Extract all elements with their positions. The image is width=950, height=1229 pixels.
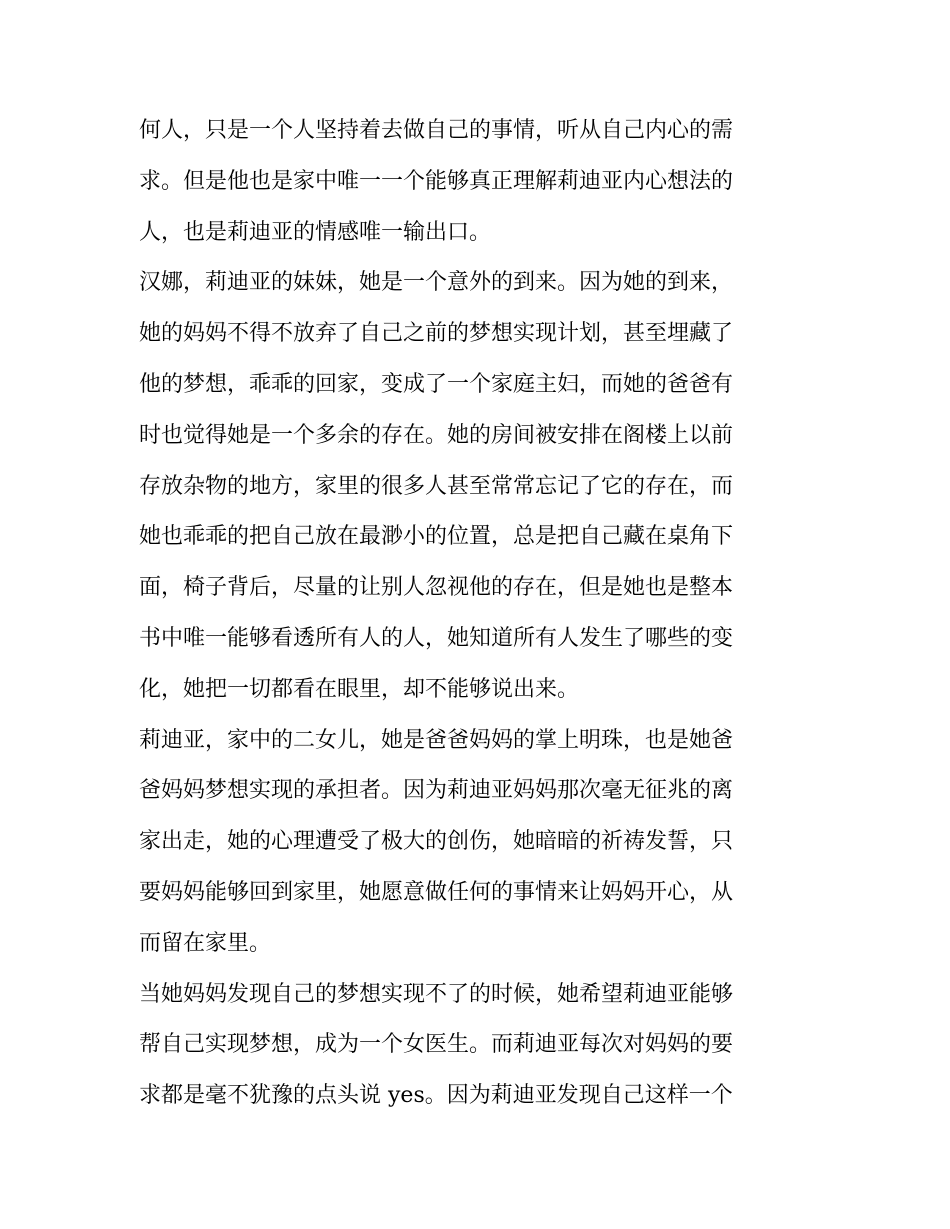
text-line: 莉迪亚，家中的二女儿，她是爸爸妈妈的掌上明珠，也是她爸 <box>139 727 734 753</box>
body-text <box>139 106 829 1122</box>
text-line: 要妈妈能够回到家里，她愿意做任何的事情来让妈妈开心，从 <box>139 879 734 905</box>
text-line: 她的妈妈不得不放弃了自己之前的梦想实现计划，甚至埋藏了 <box>139 321 734 347</box>
text-line: 当她妈妈发现自己的梦想实现不了的时候，她希望莉迪亚能够 <box>139 981 734 1007</box>
text-line: 存放杂物的地方，家里的很多人甚至常常忘记了它的存在，而 <box>139 473 734 499</box>
text-line: 帮自己实现梦想，成为一个女医生。而莉迪亚每次对妈妈的要 <box>139 1032 734 1058</box>
text-line: 爸妈妈梦想实现的承担者。因为莉迪亚妈妈那次毫无征兆的离 <box>139 778 734 804</box>
text-line: 求都是毫不犹豫的点头说 yes。因为莉迪亚发现自己这样一个 <box>139 1083 733 1109</box>
text-line: 汉娜，莉迪亚的妹妹，她是一个意外的到来。因为她的到来， <box>139 270 734 296</box>
text-line: 她也乖乖的把自己放在最渺小的位置，总是把自己藏在桌角下 <box>139 524 734 550</box>
text-line: 化，她把一切都看在眼里，却不能够说出来。 <box>139 676 580 702</box>
text-line: 家出走，她的心理遭受了极大的创伤，她暗暗的祈祷发誓，只 <box>139 829 734 855</box>
text-line: 何人，只是一个人坚持着去做自己的事情，听从自己内心的需 <box>139 118 734 143</box>
text-line: 时也觉得她是一个多余的存在。她的房间被安排在阁楼上以前 <box>139 422 734 448</box>
text-line: 求。但是他也是家中唯一一个能够真正理解莉迪亚内心想法的 <box>139 168 734 194</box>
text-line: 面，椅子背后，尽量的让别人忽视他的存在，但是她也是整本 <box>139 575 734 601</box>
text-line: 人，也是莉迪亚的情感唯一输出口。 <box>139 219 492 245</box>
text-line: 他的梦想，乖乖的回家，变成了一个家庭主妇，而她的爸爸有 <box>139 371 734 397</box>
text-line: 而留在家里。 <box>139 930 272 956</box>
text-line: 书中唯一能够看透所有人的人，她知道所有人发生了哪些的变 <box>139 625 734 651</box>
